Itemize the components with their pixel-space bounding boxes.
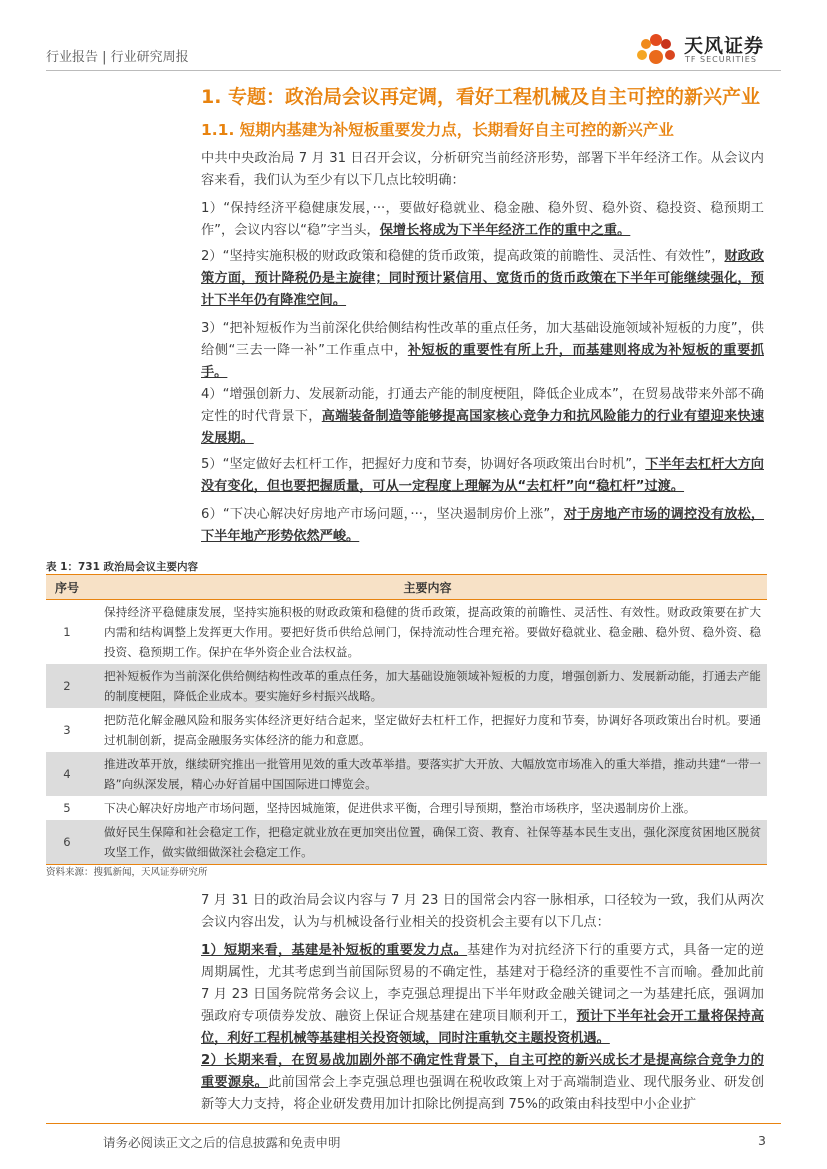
row-content: 下决心解决好房地产市场问题，坚持因城施策，促进供求平衡，合理引导预期，整治市场秩序，坚决遏制房价上涨。 [104,801,696,815]
row-number: 6 [46,820,88,865]
report-category: 行业报告 | 行业研究周报 [46,50,189,65]
row-number: 5 [63,801,71,815]
point-paragraph: 4）“增强创新力、发展新动能，打通去产能的制度梗阻，降低企业成本”，在贸易战带来外部不确定性的时代背景下，高端装备制造等能够提高国家核心竞争力和抗风险能力的行业有望迎来快速发展期。 [201,387,765,446]
table-row [46,796,767,820]
summary-paragraph: 7 月 31 日的政治局会议内容与 7 月 23 日的国常会内容一脉相承，口径较为一致，我们从两次会议内容出发，认为与机械设备行业相关的投资机会主要有以下几点： [201,893,764,930]
point-paragraph: 5）“坚定做好去杠杆工作，把握好力度和节奏，协调好各项政策出台时机”，下半年去杠杆大方向没有变化，但也要把握质量，可从一定程度上理解为从“去杠杆”向“稳杠杆”过渡。 [201,457,764,494]
row-number: 2 [46,664,88,708]
table-row [46,708,767,752]
outlook-paragraph: 2）长期来看，在贸易战加剧外部不确定性背景下，自主可控的新兴成长才是提高综合竞争力的重要源泉。此前国常会上李克强总理也强调在税收政策上对于高端制造业、现代服务业、研发创新等大力支持，将企业研发费用加计扣除比例提高到 75%的政策由科技型中小企业扩 [201,1053,765,1112]
logo-subtext: TF SECURITIES [685,55,757,64]
meeting-content-table [46,574,767,865]
logo-flower-icon [632,30,680,66]
column-header-number: 序号 [46,575,88,600]
outlook-paragraph: 1）短期来看，基建是补短板的重要发力点。基建作为对抗经济下行的重要方式，具备一定的逆周期属性，尤其考虑到当前国际贸易的不确定性，基建对于稳经济的重要性不言而喻。叠加此前 7 月 23 日国务院常务会议上，李克强总理提出下半年财政金融关键词之一为基建托底，强调加强政府专项债券发放、融资上保证合规基建在建项目顺利开工，预计下半年社会开工量将保持高位，利好工程机械等基建相关投资领域，同时注重轨交主题投资机遇。 [201,943,765,1046]
footer-divider [46,1123,781,1124]
table-header-row [46,575,767,600]
table-row [46,752,767,796]
table-row [46,664,767,708]
point-paragraph: 2）“坚持实施积极的财政政策和稳健的货币政策，提高政策的前瞻性、灵活性、有效性”，财政政策方面，预计降税仍是主旋律；同时预计紧信用、宽货币的货币政策在下半年可能继续强化，预计下半年仍有降准空间。 [201,249,764,308]
column-header-content: 主要内容 [88,575,767,600]
table-source: 资料来源：搜狐新闻，天风证券研究所 [46,867,208,878]
header-divider [46,70,781,71]
row-content: 保持经济平稳健康发展，坚持实施积极的财政政策和稳健的货币政策，提高政策的前瞻性、灵活性、有效性。财政政策要在扩大内需和结构调整上发挥更大作用。要把好货币供给总闸门，保持流动性合理充裕。要做好稳就业、稳金融、稳外贸、稳外资、稳投资、稳预期工作。保护在华外资企业合法权益。 [104,605,761,659]
point-paragraph: 3）“把补短板作为当前深化供给侧结构性改革的重点任务，加大基础设施领域补短板的力度”，供给侧“三去一降一补”工作重点中，补短板的重要性有所上升，而基建则将成为补短板的重要抓手。 [201,321,764,380]
row-content: 把防范化解金融风险和服务实体经济更好结合起来，坚定做好去杠杆工作，把握好力度和节奏，协调好各项政策出台时机。要通过机制创新，提高金融服务实体经济的能力和意愿。 [104,713,761,747]
table-row [46,600,767,665]
table-caption: 表 1：731 政治局会议主要内容 [46,561,199,573]
row-content: 推进改革开放，继续研究推出一批管用见效的重大改革举措。要落实扩大开放、大幅放宽市场准入的重大举措，推动共建“一带一路”向纵深发展，精心办好首届中国国际进口博览会。 [88,752,767,796]
section-heading: 1. 专题：政治局会议再定调，看好工程机械及自主可控的新兴产业 [201,86,761,108]
company-logo [632,30,782,66]
table-row [46,820,767,865]
row-number: 1 [63,625,71,639]
row-number: 4 [46,752,88,796]
logo-text: 天风证券 [684,35,765,57]
intro-paragraph: 中共中央政治局 7 月 31 日召开会议，分析研究当前经济形势，部署下半年经济工作。从会议内容来看，我们认为至少有以下几点比较明确： [201,151,764,188]
subsection-heading: 1.1. 短期内基建为补短板重要发力点，长期看好自主可控的新兴产业 [201,121,674,139]
page-number: 3 [758,1133,766,1148]
point-paragraph: 1）“保持经济平稳健康发展，···，要做好稳就业、稳金融、稳外贸、稳外资、稳投资、稳预期工作”，会议内容以“稳”字当头，保增长将成为下半年经济工作的重中之重。 [201,201,764,238]
row-content: 做好民生保障和社会稳定工作，把稳定就业放在更加突出位置，确保工资、教育、社保等基本民生支出，强化深度贫困地区脱贫攻坚工作，做实做细做深社会稳定工作。 [88,820,767,865]
row-number: 3 [63,723,71,737]
point-paragraph: 6）“下决心解决好房地产市场问题，···，坚决遏制房价上涨”，对于房地产市场的调控没有放松，下半年地产形势依然严峻。 [201,507,765,544]
footer-disclaimer: 请务必阅读正文之后的信息披露和免责申明 [103,1135,341,1150]
row-content: 把补短板作为当前深化供给侧结构性改革的重点任务，加大基础设施领域补短板的力度，增强创新力、发展新动能，打通去产能的制度梗阻，降低企业成本。要实施好乡村振兴战略。 [88,664,767,708]
